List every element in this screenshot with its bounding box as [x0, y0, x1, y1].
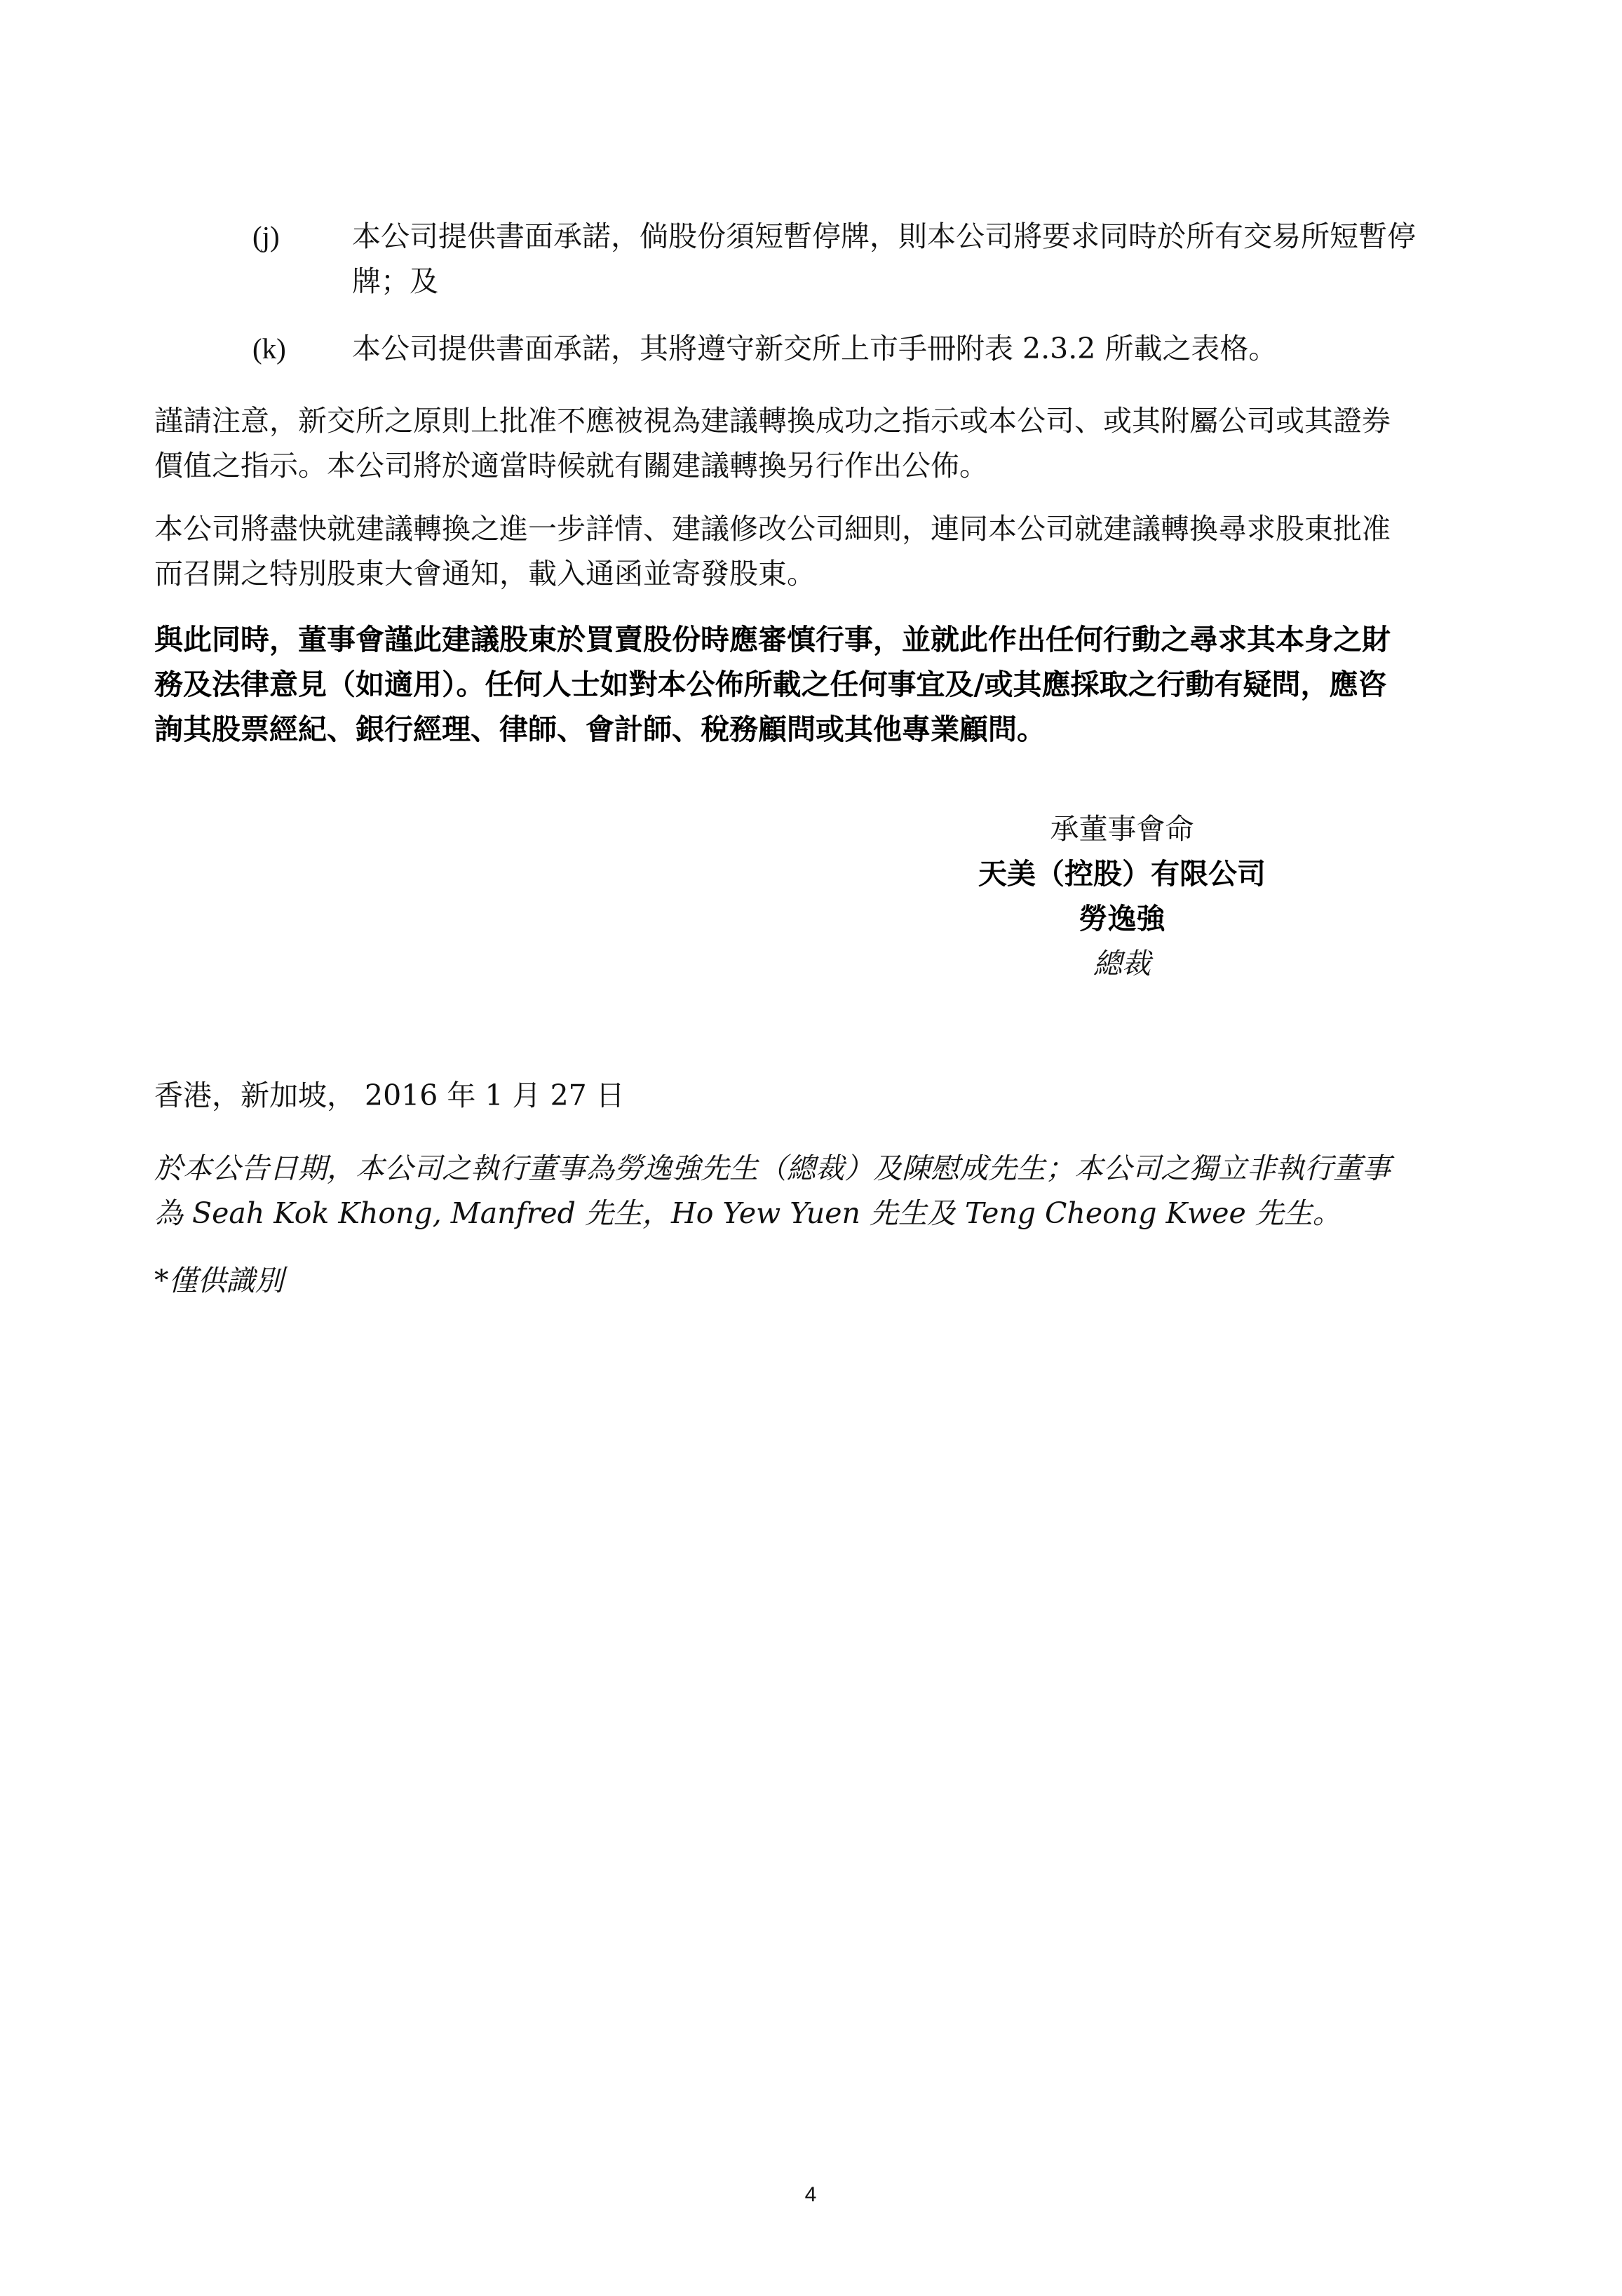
text-line: 於本公告日期，本公司之執行董事為勞逸強先生（總裁）及陳慰成先生；本公司之獨立非執行董事 [154, 1152, 1391, 1185]
signature-company: 天美（控股）有限公司 [978, 857, 1266, 891]
signature-title: 總裁 [1093, 947, 1151, 980]
text-line: 本公司提供書面承諾，其將遵守新交所上市手冊附表 2.3.2 所載之表格。 [352, 332, 1278, 365]
footnote: *僅供識別 [154, 1264, 284, 1297]
place-date: 香港，新加坡， 2016 年 1 月 27 日 [154, 1079, 625, 1112]
paragraph-circular-notice [154, 506, 1473, 596]
list-marker: (k) [252, 332, 286, 365]
text-line: 本公司將盡快就建議轉換之進一步詳情、建議修改公司細則，連同本公司就建議轉換尋求股東批准 [154, 512, 1391, 546]
text-line: 為 Seah Kok Khong, Manfred 先生，Ho Yew Yuen 先生及 Teng Cheong Kwee 先生。 [154, 1196, 1341, 1230]
text-line: 務及法律意見（如適用）。任何人士如對本公佈所載之任何事宜及/或其應採取之行動有疑問，應咨 [154, 668, 1387, 701]
list-marker: (j) [252, 220, 280, 252]
signature-block [912, 806, 1332, 986]
directors-note [154, 1146, 1473, 1236]
list-item-text [352, 214, 1622, 304]
paragraph-caution-notice [154, 617, 1473, 752]
text-line: 牌；及 [352, 264, 438, 298]
text-line: 價值之指示。本公司將於適當時候就有關建議轉換另行作出公佈。 [154, 449, 988, 482]
list-item-j [154, 214, 1487, 305]
text-line: 謹請注意，新交所之原則上批准不應被視為建議轉換成功之指示或本公司、或其附屬公司或其證券 [154, 404, 1391, 438]
signature-by-order: 承董事會命 [1050, 812, 1194, 846]
text-line: 而召開之特別股東大會通知，載入通函並寄發股東。 [154, 557, 816, 590]
text-line: 本公司提供書面承諾，倘股份須短暫停牌，則本公司將要求同時於所有交易所短暫停 [352, 220, 1416, 253]
text-line: 與此同時，董事會謹此建議股東於買賣股份時應審慎行事，並就此作出任何行動之尋求其本身之財 [154, 623, 1391, 656]
text-line: 詢其股票經紀、銀行經理、律師、會計師、稅務顧問或其他專業顧問。 [154, 713, 1046, 746]
signature-name: 勞逸強 [1079, 902, 1165, 936]
page-number: 4 [804, 2183, 817, 2206]
list-item-text [352, 326, 1622, 371]
list-item-k [154, 326, 1487, 375]
paragraph-approval-notice [154, 398, 1473, 488]
